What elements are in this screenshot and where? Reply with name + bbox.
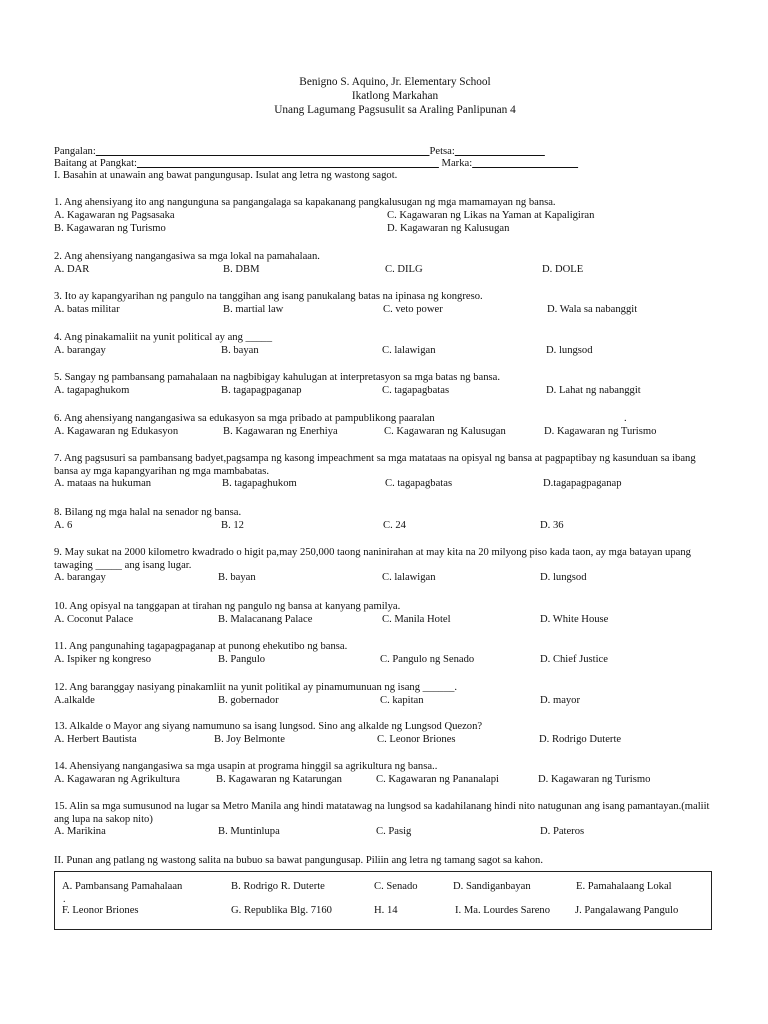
box-choice-f: F. Leonor Briones <box>62 905 139 916</box>
name-label: Pangalan: <box>54 146 96 157</box>
choice-d[interactable]: D. Pateros <box>540 826 585 838</box>
box-choice-b: B. Rodrigo R. Duterte <box>231 881 325 892</box>
part1-instruction: I. Basahin at unawain ang bawat pangungusap. Isulat ang letra ng wastong sagot. <box>54 170 398 181</box>
student-info <box>54 146 694 182</box>
question-text: 13. Alkalde o Mayor ang siyang namumuno sa isang lungsod. Sino ang alkalde ng Lungsod Quezon? <box>54 721 483 732</box>
quarter-title: Ikatlong Markahan <box>351 90 439 102</box>
choice-b[interactable]: B. bayan <box>221 344 259 356</box>
part2-instruction-text: II. Punan ang patlang ng wastong salita na bubuo sa bawat pangungusap. Piliin ang letra ng tamang sagot sa kahon. <box>54 855 543 866</box>
choices-row <box>54 264 716 277</box>
question-10 <box>54 601 716 627</box>
question-text: 8. Bilang ng mga halal na senador ng bansa. <box>54 507 242 518</box>
question-8 <box>54 507 716 533</box>
choice-c[interactable]: C. lalawigan <box>382 344 436 356</box>
choice-c[interactable]: C. DILG <box>385 263 423 275</box>
choice-c[interactable]: C. Manila Hotel <box>382 613 451 625</box>
choice-c[interactable]: C. kapitan <box>380 694 424 706</box>
question-text: 7. Ang pagsusuri sa pambansang badyet,pagsampa ng kasong impeachment sa mga matataas na opisyal ng bansa at pagpaptibay ng kasunduan sa ibang bansa ay mga kapangyarihan ng mga mambabatas. <box>54 453 696 477</box>
question-2 <box>54 251 716 277</box>
choices-row <box>54 774 716 787</box>
choice-b[interactable]: B. Malacanang Palace <box>218 613 313 625</box>
choice-b[interactable]: B. Pangulo <box>218 653 266 665</box>
box-stray-dot: . <box>63 894 66 905</box>
question-11 <box>54 641 716 667</box>
stray-period: . <box>624 413 627 424</box>
choice-d[interactable]: D. Lahat ng nabanggit <box>546 384 641 396</box>
box-choice-d: D. Sandiganbayan <box>453 881 531 892</box>
choices-row <box>54 654 716 667</box>
choices-row <box>54 385 716 398</box>
choice-a[interactable]: A. mataas na hukuman <box>54 478 152 490</box>
question-5 <box>54 372 716 398</box>
choice-a[interactable]: A. Herbert Bautista <box>54 733 137 745</box>
question-text-body: 6. Ang ahensiyang nangangasiwa sa edukasyon sa mga pribado at pampublikong paaralan <box>54 413 435 424</box>
choice-b[interactable]: B. Kagawaran ng Enerhiya <box>223 425 338 437</box>
choice-a[interactable]: A. batas militar <box>54 303 120 315</box>
question-text: 14. Ahensiyang nangangasiwa sa mga usapin at programa hinggil sa agrikultura ng bansa.. <box>54 761 438 772</box>
question-text: 4. Ang pinakamaliit na yunit political ay ang _____ <box>54 332 273 343</box>
grade-row <box>54 158 694 170</box>
grade-label: Baitang at Pangkat: <box>54 158 137 169</box>
choice-d[interactable]: D. White House <box>540 613 609 625</box>
choice-c[interactable]: C. Kagawaran ng Pananalapi <box>376 773 499 785</box>
choice-d[interactable]: D. Rodrigo Duterte <box>539 733 622 745</box>
choice-a[interactable]: A. barangay <box>54 572 106 584</box>
choices-row <box>54 572 716 585</box>
question-4 <box>54 332 716 358</box>
choice-c[interactable]: C. Pasig <box>376 826 412 838</box>
school-name: Benigno S. Aquino, Jr. Elementary School <box>299 76 491 88</box>
choices-row <box>54 345 716 358</box>
question-text: 1. Ang ahensiyang ito ang nangunguna sa pangangalaga sa kapakanang pangkalusugan ng mga mamamayan ng bansa. <box>54 197 556 208</box>
choice-d[interactable]: D.tagapagpaganap <box>543 478 622 490</box>
question-9 <box>54 547 716 585</box>
question-6 <box>54 413 716 439</box>
box-choice-j: J. Pangalawang Pangulo <box>575 905 679 916</box>
score-blank[interactable] <box>472 158 578 169</box>
question-text: 15. Alin sa mga sumusunod na lugar sa Metro Manila ang hindi matatawag na lungsod sa kadahilanang hindi nito natugunan ang isang pamantayan.(maliit ang lupa na sakop nito) <box>54 801 710 825</box>
question-1 <box>54 197 716 236</box>
choice-d[interactable]: D. Chief Justice <box>540 653 608 665</box>
choice-a[interactable]: A. Coconut Palace <box>54 613 134 625</box>
exam-title: Unang Lagumang Pagsusulit sa Araling Panlipunan 4 <box>274 104 516 116</box>
choice-d[interactable]: D. lungsod <box>540 572 587 584</box>
choice-d[interactable]: D. DOLE <box>542 263 584 275</box>
choice-a[interactable]: A.alkalde <box>54 694 95 706</box>
choice-a[interactable]: A. 6 <box>54 519 73 531</box>
question-text: 10. Ang opisyal na tanggapan at tirahan ng pangulo ng bansa at kanyang pamilya. <box>54 601 401 612</box>
choice-d[interactable]: D. lungsod <box>546 344 593 356</box>
choice-d[interactable]: D. 36 <box>540 519 564 531</box>
question-text: 5. Sangay ng pambansang pamahalaan na nagbibigay kahulugan at interpretasyon sa mga batas ng bansa. <box>54 372 500 383</box>
choice-b[interactable]: B. gobernador <box>218 694 279 706</box>
choices-row <box>54 426 716 439</box>
choice-d[interactable]: D. Kagawaran ng Kalusugan <box>387 222 510 234</box>
question-3 <box>54 291 716 317</box>
choice-c[interactable]: C. Leonor Briones <box>377 733 456 745</box>
box-choice-g: G. Republika Blg. 7160 <box>231 905 332 916</box>
exam-header <box>0 75 768 117</box>
choice-b[interactable]: B. martial law <box>223 303 284 315</box>
date-label: Petsa: <box>429 146 455 157</box>
question-text: 3. Ito ay kapangyarihan ng pangulo na tanggihan ang isang panukalang batas na ipinasa ng kongreso. <box>54 291 483 302</box>
choice-d[interactable]: D. mayor <box>540 694 581 706</box>
choice-b[interactable]: B. bayan <box>218 572 256 584</box>
choices-row <box>54 223 716 236</box>
question-text: 9. May sukat na 2000 kilometro kwadrado o higit pa,may 250,000 taong naninirahan at may kita na 20 milyong piso kada taon, ay mga batayan upang tawaging _____ ang isang lugar. <box>54 547 691 571</box>
question-12 <box>54 682 716 708</box>
choice-d[interactable]: D. Kagawaran ng Turismo <box>538 773 651 785</box>
question-text: 11. Ang pangunahing tagapagpaganap at punong ehekutibo ng bansa. <box>54 641 348 652</box>
question-text: 2. Ang ahensiyang nangangasiwa sa mga lokal na pamahalaan. <box>54 251 320 262</box>
question-13 <box>54 721 716 747</box>
score-label: Marka: <box>441 158 473 169</box>
choices-row <box>54 614 716 627</box>
box-choice-c: C. Senado <box>374 881 418 892</box>
choice-a[interactable]: A. Kagawaran ng Edukasyon <box>54 425 179 437</box>
choices-row <box>54 478 716 491</box>
question-7 <box>54 453 716 491</box>
box-choice-i: I. Ma. Lourdes Sareno <box>455 905 551 916</box>
choice-c[interactable]: C. Pangulo ng Senado <box>380 653 475 665</box>
choices-row <box>54 734 716 747</box>
choice-b[interactable]: B. Kagawaran ng Turismo <box>54 222 166 234</box>
choice-a[interactable]: A. Kagawaran ng Agrikultura <box>54 773 180 785</box>
choice-a[interactable]: A. tagapaghukom <box>54 384 130 396</box>
choice-c[interactable]: C. tagapagbatas <box>385 478 453 490</box>
choice-b[interactable]: B. 12 <box>221 519 244 531</box>
choices-row <box>54 210 716 223</box>
choice-a[interactable]: A. barangay <box>54 344 106 356</box>
choice-b[interactable]: B. Joy Belmonte <box>214 733 285 745</box>
name-blank[interactable] <box>96 146 430 157</box>
box-choice-h: H. 14 <box>374 905 398 916</box>
choice-b[interactable]: B. DBM <box>223 263 260 275</box>
choice-a[interactable]: A. DAR <box>54 263 90 275</box>
question-15 <box>54 801 716 839</box>
choice-c[interactable]: C. Kagawaran ng Kalusugan <box>384 425 506 437</box>
choice-a[interactable]: A. Kagawaran ng Pagsasaka <box>54 209 175 221</box>
grade-blank[interactable] <box>137 158 439 169</box>
box-choice-a: A. Pambansang Pamahalaan <box>62 881 183 892</box>
choice-b[interactable]: B. tagapagpaganap <box>221 384 302 396</box>
choice-a[interactable]: A. Marikina <box>54 826 106 838</box>
choices-row <box>54 826 716 839</box>
choices-row <box>54 304 716 317</box>
choice-c[interactable]: C. veto power <box>383 303 443 315</box>
choices-row <box>54 520 716 533</box>
choice-c[interactable]: C. tagapagbatas <box>382 384 450 396</box>
choice-a[interactable]: A. Ispiker ng kongreso <box>54 653 152 665</box>
part2-instruction <box>54 855 716 868</box>
date-blank[interactable] <box>455 146 545 157</box>
choice-b[interactable]: B. Kagawaran ng Katarungan <box>216 773 342 785</box>
choices-row <box>54 695 716 708</box>
question-text: 12. Ang baranggay nasiyang pinakamliit na yunit politikal ay pinamumunuan ng isang ______. <box>54 682 458 693</box>
box-choice-e: E. Pamahalaang Lokal <box>576 881 672 892</box>
question-14 <box>54 761 716 787</box>
choice-c[interactable]: C. Kagawaran ng Likas na Yaman at Kapaligiran <box>387 209 595 221</box>
choice-d[interactable]: D. Wala sa nabanggit <box>547 303 638 315</box>
choice-d[interactable]: D. Kagawaran ng Turismo <box>544 425 657 437</box>
choice-c[interactable]: C. lalawigan <box>382 572 436 584</box>
choice-c[interactable]: C. 24 <box>383 519 406 531</box>
choice-b[interactable]: B. tagapaghukom <box>222 478 297 490</box>
question-text <box>54 413 716 426</box>
answer-choices-box <box>54 871 712 930</box>
choice-b[interactable]: B. Muntinlupa <box>218 826 280 838</box>
name-row <box>54 146 694 158</box>
